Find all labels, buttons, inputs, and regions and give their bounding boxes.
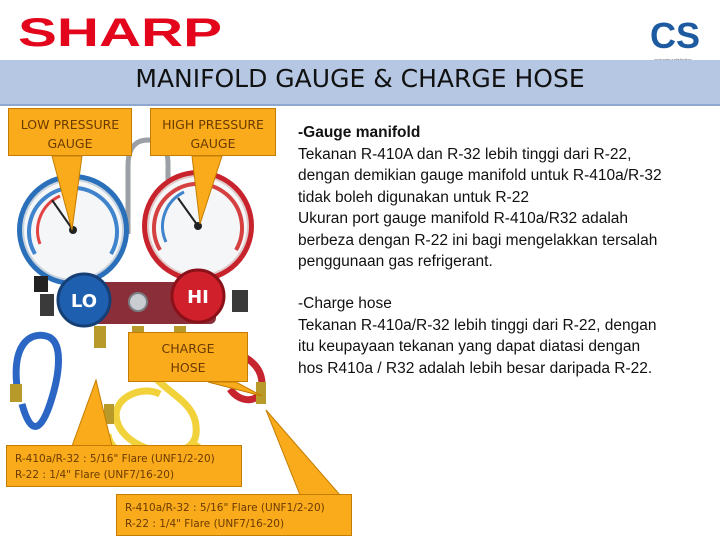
callout-line: GAUGE — [190, 136, 236, 151]
blue-hose-end — [10, 384, 22, 402]
sharp-logo — [18, 14, 228, 50]
charge-hose-heading: -Charge hose — [298, 295, 392, 312]
paragraph-line: Tekanan R-410A dan R-32 lebih tinggi dari R-22, — [298, 145, 632, 163]
callout-line: R-22 : 1/4" Flare (UNF7/16-20) — [15, 469, 175, 481]
sharp-logo-text: SHARP — [18, 14, 222, 50]
callout-line: R-410a/R-32 : 5/16" Flare (UNF1/2-20) — [15, 453, 215, 465]
paragraph-line: Tekanan R-410a/R-32 lebih tinggi dari R-22, dengan — [298, 316, 657, 334]
yellow-hose-end — [104, 404, 114, 424]
callout-line: HOSE — [170, 360, 206, 375]
gauge-manifold-text — [298, 122, 718, 273]
paragraph-line: berbeza dengan R-22 ini bagi mengelakkan tersalah — [298, 231, 658, 249]
cs-logo — [648, 10, 706, 66]
paragraph-line: penggunaan gas refrigerant. — [298, 253, 493, 270]
high-pressure-gauge-callout — [150, 108, 276, 156]
flare-size-callout-1 — [6, 445, 242, 487]
page-title: MANIFOLD GAUGE & CHARGE HOSE — [135, 64, 585, 93]
fitting-right — [232, 290, 248, 312]
paragraph-line: hos R410a / R32 adalah lebih besar daripada R-22. — [298, 359, 653, 377]
callout-line: HIGH PRESSURE — [162, 117, 264, 132]
paragraph-line: dengan demikian gauge manifold untuk R-410a/R-32 — [298, 167, 662, 184]
fitting-left — [40, 294, 54, 316]
low-pressure-gauge-callout — [8, 108, 132, 156]
cs-logo-letters: CS — [650, 15, 701, 56]
blue-hose — [16, 335, 58, 426]
callout-line: LOW PRESSURE — [20, 117, 120, 132]
charge-hose-text — [298, 293, 718, 379]
callout-line: R-410a/R-32 : 5/16" Flare (UNF1/2-20) — [125, 502, 325, 514]
paragraph-line: itu keupayaan tekanan yang dapat diatasi dengan — [298, 338, 641, 355]
low-knob-label: LO — [70, 291, 98, 312]
high-side-knob — [172, 270, 224, 322]
paragraph-line: tidak boleh digunakan untuk R-22 — [298, 188, 529, 206]
callout-line: GAUGE — [47, 136, 93, 151]
callout-line: R-22 : 1/4" Flare (UNF7/16-20) — [125, 518, 285, 530]
high-pressure-gauge — [142, 170, 254, 282]
paragraph-line: Ukuran port gauge manifold R-410a/R32 adalah — [298, 210, 629, 227]
red-hose-end — [256, 382, 266, 404]
low-side-knob — [58, 274, 110, 326]
low-pressure-gauge — [17, 174, 129, 286]
center-port — [129, 293, 147, 311]
flare-size-callout-2 — [116, 494, 352, 536]
gauge-manifold-heading: -Gauge manifold — [298, 124, 421, 141]
high-knob-label: HI — [187, 287, 209, 308]
callout-line: CHARGE — [161, 341, 215, 356]
port-1 — [94, 326, 106, 348]
fitting-cap — [34, 276, 48, 292]
charge-hose-callout — [128, 332, 248, 382]
